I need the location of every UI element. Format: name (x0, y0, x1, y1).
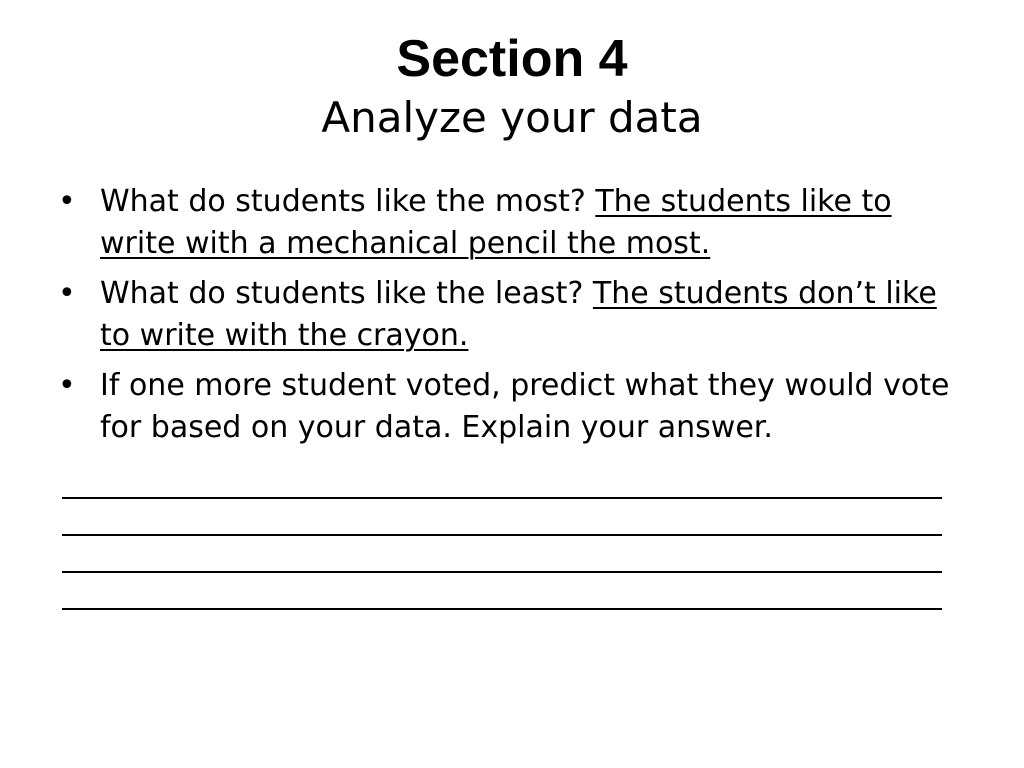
answer-lines (62, 462, 942, 623)
question-item-most (56, 181, 966, 265)
question-item-least (56, 273, 966, 357)
bullet-icon: • (58, 276, 76, 311)
answer-line (62, 534, 942, 536)
slide-title: Section 4 (396, 30, 628, 88)
question-prompt: If one more student voted, predict what they would vote for based on your data. Explain your answer. (100, 368, 950, 445)
answer-line (62, 608, 942, 610)
bullet-icon: • (58, 184, 76, 219)
bullet-icon: • (58, 368, 76, 403)
question-item-predict (56, 365, 966, 449)
answer-line (62, 571, 942, 573)
question-answer: The students like to write with a mechanical pencil the most. (100, 184, 892, 261)
answer-line (62, 497, 942, 499)
question-prompt: What do students like the least? (100, 276, 584, 311)
slide-subtitle: Analyze your data (321, 93, 703, 142)
question-answer: The students don’t like to write with the crayon. (100, 276, 937, 353)
slide-heading (0, 28, 1024, 146)
question-list (56, 181, 966, 457)
question-prompt: What do students like the most? (100, 184, 586, 219)
